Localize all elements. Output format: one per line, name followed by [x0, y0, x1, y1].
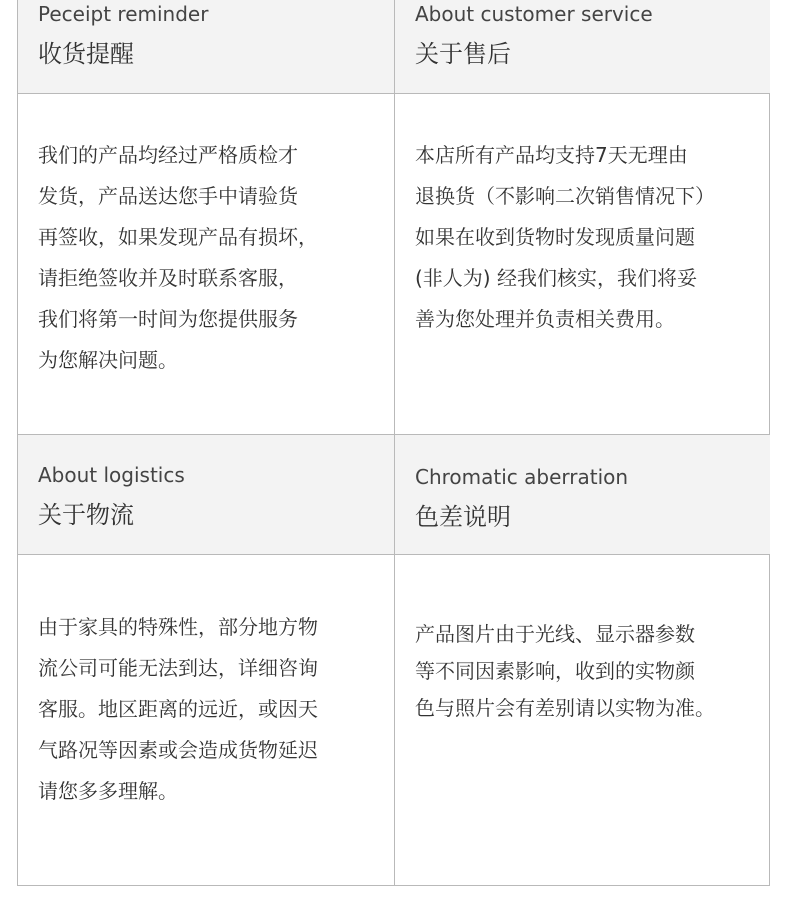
text-line: 请您多多理解。 [38, 779, 178, 803]
text-line: 本店所有产品均支持7天无理由 [415, 143, 688, 167]
text-line: 请拒绝签收并及时联系客服， [38, 266, 298, 290]
section-title-zh: 色差说明 [415, 503, 511, 531]
section-title-en: Peceipt reminder [38, 2, 209, 26]
text-line: 善为您处理并负责相关费用。 [415, 307, 675, 331]
text-line: 发货，产品送达您手中请验货 [38, 184, 298, 208]
text-line: 再签收，如果发现产品有损坏， [38, 225, 318, 249]
section-text [415, 616, 715, 727]
row-divider [18, 554, 769, 555]
section-title-en: About customer service [415, 2, 653, 26]
section-header-logistics [18, 435, 394, 554]
section-title-zh: 收货提醒 [38, 40, 134, 68]
section-title-en: About logistics [38, 463, 185, 487]
section-title-en: Chromatic aberration [415, 465, 629, 489]
section-body-receipt [18, 94, 394, 434]
section-text [38, 607, 318, 812]
text-line: (非人为) 经我们核实，我们将妥 [415, 266, 697, 290]
text-line: 我们将第一时间为您提供服务 [38, 307, 298, 331]
row-divider [18, 434, 769, 435]
text-line: 退换货（不影响二次销售情况下） [415, 184, 715, 208]
text-line: 为您解决问题。 [38, 348, 178, 372]
section-text [38, 135, 318, 381]
section-body-color [395, 555, 770, 885]
section-body-logistics [18, 555, 394, 885]
row-divider [18, 93, 769, 94]
text-line: 气路况等因素或会造成货物延迟 [38, 738, 318, 762]
text-line: 色与照片会有差别请以实物为准。 [415, 696, 715, 720]
section-header-receipt [18, 0, 394, 93]
text-line: 由于家具的特殊性，部分地方物 [38, 615, 318, 639]
text-line: 客服。地区距离的远近，或因天 [38, 697, 318, 721]
section-body-service [395, 94, 770, 434]
text-line: 我们的产品均经过严格质检才 [38, 143, 298, 167]
text-line: 等不同因素影响，收到的实物颜 [415, 659, 695, 683]
info-grid [17, 0, 770, 886]
text-line: 流公司可能无法到达，详细咨询 [38, 656, 318, 680]
section-text [415, 135, 715, 340]
text-line: 产品图片由于光线、显示器参数 [415, 622, 695, 646]
section-header-service [395, 0, 770, 93]
section-title-zh: 关于售后 [415, 40, 511, 68]
section-header-color [395, 435, 770, 554]
section-title-zh: 关于物流 [38, 501, 134, 529]
column-divider [394, 0, 395, 885]
text-line: 如果在收到货物时发现质量问题 [415, 225, 695, 249]
